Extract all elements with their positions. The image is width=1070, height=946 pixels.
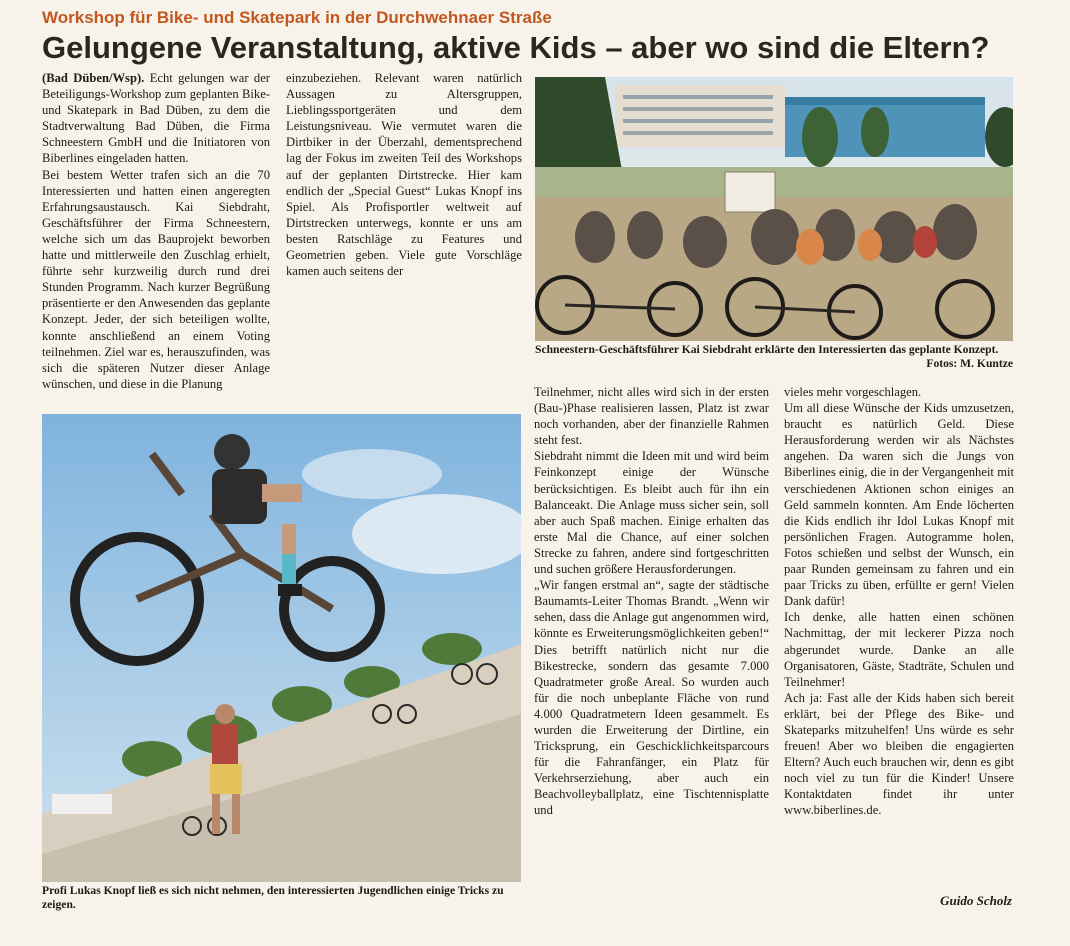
paragraph: Teilnehmer, nicht alles wird sich in der ersten (Bau-)Phase realisieren lassen, Platz ist zwar noch vorhanden, aber der finanzielle Rahmen steht fest. xyxy=(534,385,769,448)
workshop-photo xyxy=(535,77,1013,341)
photo-credit: Fotos: M. Kuntze xyxy=(926,357,1013,370)
text-column-2 xyxy=(286,70,522,400)
author: Guido Scholz xyxy=(940,893,1012,908)
paragraph: Ach ja: Fast alle der Kids haben sich bereit erklärt, bei der Pflege des Bike- und Skateparks mitzuhelfen! Uns würde es sehr freuen! Aber wo bleiben die engagierten Eltern? Auch euch brauchen wir, denn es gibt noch viel zu tun für die Kinder! Unsere Kontaktdaten findet ihr unter www.biberlines.de. xyxy=(784,690,1014,818)
photo-caption: Profi Lukas Knopf ließ es sich nicht nehmen, den interessierten Jugendlichen einige Tricks zu zeigen. xyxy=(42,884,504,911)
photo-caption xyxy=(535,343,1013,370)
text-column-4 xyxy=(784,384,1014,914)
paragraph: Ich denke, alle hatten einen schönen Nachmittag, der mit leckerer Pizza noch abgerundet wurde. Danke an alle Organisatoren, Gäste, Stadträte, Schulen und Teilnehmer! xyxy=(784,610,1014,689)
paragraph: einzubeziehen. Relevant waren natürlich Aussagen zu Altersgruppen, Lieblingssportgeräten und dem Leistungsniveau. Wie vermutet waren die Dirtbiker in der Überzahl, dementsprechend lag der Fokus im zweiten Teil des Workshops auf der geplanten Dirtstrecke. Hier kam endlich der „Special Guest“ Lukas Knopf ins Spiel. Als Profisportler weltweit auf Dirtstrecken unterwegs, konnte er uns am besten Ratschläge zu Features und Geometrien geben. Viele gute Vorschläge kamen auch seitens der xyxy=(286,71,522,279)
caption-text: Schneestern-Geschäftsführer Kai Siebdraht erklärte den Interessierten das geplante Konzept. xyxy=(535,343,999,356)
kicker: Workshop für Bike- und Skatepark in der Durchwehnaer Straße xyxy=(42,8,552,27)
paragraph: vieles mehr vorgeschlagen. xyxy=(784,385,922,399)
paragraph-text: Echt gelungen war der Beteiligungs-Workshop zum geplanten Bike- und Skatepark in Bad Düben, zu dem die Stadtverwaltung Bad Düben, die Firma Schneestern GmbH und die Initiatoren von Biberlines eingeladen hatten. xyxy=(42,71,270,166)
bike-trick-photo xyxy=(42,414,521,882)
text-column-1 xyxy=(42,70,270,400)
paragraph: „Wir fangen erstmal an“, sagte der städtische Baumamts-Leiter Thomas Brandt. „Wenn wir sehen, dass die Anlage gut angenommen wird, könnte es Erweiterungsmöglichkeiten geben!“ Dies betrifft natürlich nicht nur die Bikestrecke, sondern das gesamte 7.000 Quadratmeter große Areal. So wurden auch für die noch unbeplante Fläche von rund 4.000 Quadratmetern Ideen gesammelt. Es wurden die Erweiterung der Dirtline, ein Tricksprung, ein Geschicklichkeitsparcours für die Fahranfänger, ein Platz für Verkehrserziehung, aber auch ein Beachvolleyballplatz, eine Tischtennisplatte und xyxy=(534,578,769,818)
text-column-3 xyxy=(534,384,769,914)
paragraph: Bei bestem Wetter trafen sich an die 70 Interessierten und hatten einen angeregten Erfahrungsaustausch. Kai Siebdraht, Geschäftsführer der Firma Schneestern, welche sich um das Bauprojekt beworben hatte und mittlerweile den Zuschlag erhielt, führte sehr kurzweilig durch rund drei Stunden Programm. Nach kurzer Begrüßung präsentierte er den Anwesenden das geplante Konzept. Jeder, der sich beteiligen wollte, konnte anschließend an einem Voting teilnehmen. Ziel war es, herauszufinden, was sich die späteren Nutzer dieser Anlage wünschen, und diese in die Planung xyxy=(42,167,270,391)
paragraph: Um all diese Wünsche der Kids umzusetzen, braucht es natürlich Geld. Diese Herausforderung werden wir als Nächstes angehen. Da waren sich die Jungs von Biberlines einig, die in der Vergangenheit mit verschiedenen Aktionen schon einiges an Geld sammeln konnten. Am Ende löcherten die Kids endlich ihr Idol Lukas Knopf mit persönlichen Fragen. Autogramme holen, Fotos schießen und selbst der Wunsch, ein paar Runden gemeinsam zu fahren und ein paar Tricks zu üben, erfüllte er gern! Vielen Dank dafür! xyxy=(784,401,1014,609)
paragraph: Siebdraht nimmt die Ideen mit und wird beim Feinkonzept einige der Wünsche berücksichtigen. Es bleibt auch für ihn ein Balanceakt. Die Anlage muss sicher sein, soll aber auch Spaß machen. Einige erhalten das erste Mal die Chance, auf einer solchen Strecke zu fahren, andere sind fortgeschritten und suchen größere Herausforderungen. xyxy=(534,449,769,577)
lead-tag: (Bad Düben/Wsp). xyxy=(42,71,145,85)
headline: Gelungene Veranstaltung, aktive Kids – aber wo sind die Eltern? xyxy=(42,30,990,65)
paragraph xyxy=(42,70,270,167)
